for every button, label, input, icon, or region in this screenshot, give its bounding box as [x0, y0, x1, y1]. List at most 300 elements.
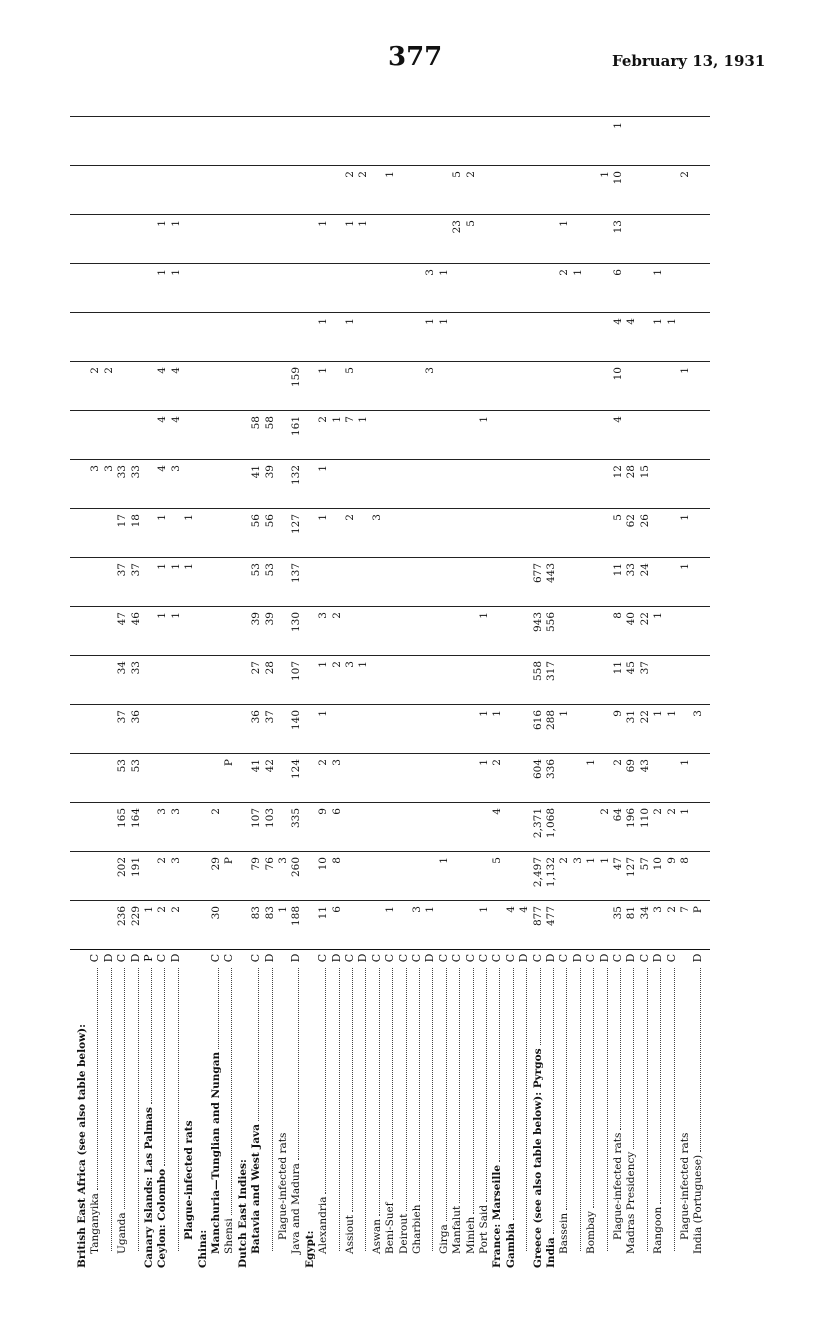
table-cell: 2 — [598, 808, 611, 815]
dot-leader — [365, 968, 366, 1251]
table-row — [518, 103, 530, 1268]
table-cell: 56 — [250, 514, 263, 528]
row-label — [304, 968, 316, 1268]
table-cell: 3 — [344, 661, 356, 668]
table-cell: 36 — [129, 710, 142, 724]
row-code: C — [410, 953, 423, 963]
row-label — [210, 968, 222, 1268]
table-cell: 2 — [156, 857, 169, 864]
row-label — [250, 968, 262, 1268]
dot-leader — [124, 968, 125, 1209]
table-cell: 1 — [169, 220, 182, 227]
row-code: D — [329, 953, 343, 963]
dot-leader — [446, 968, 447, 1221]
row-code: D — [356, 953, 370, 963]
table-row — [103, 103, 115, 1268]
table-cell: 37 — [116, 710, 129, 724]
table-cell: 3 — [330, 759, 343, 766]
table-cell: 3 — [169, 465, 182, 472]
table-row — [599, 103, 611, 1268]
table-cell: 6 — [330, 808, 343, 815]
table-cell: 83 — [250, 906, 263, 920]
table-cell: 15 — [638, 465, 651, 479]
table-cell: 53 — [129, 759, 142, 773]
table-cell: 124 — [290, 759, 303, 780]
table-cell: 34 — [638, 906, 651, 920]
dot-leader — [593, 968, 594, 1208]
row-label-text: India — [545, 1237, 557, 1268]
table-cell: 1 — [156, 563, 169, 570]
row-code: C — [450, 953, 464, 963]
table-cell: 4 — [169, 367, 182, 374]
row-code: C — [557, 953, 571, 963]
dot-leader — [258, 968, 259, 1121]
table-cell: 3 — [424, 269, 437, 276]
row-code: D — [168, 953, 182, 963]
row-code: C — [477, 953, 490, 963]
table-cell: 4 — [156, 465, 169, 472]
row-code: C — [316, 953, 330, 963]
table-cell: 7 — [679, 906, 691, 913]
row-label — [692, 968, 704, 1268]
row-label — [344, 968, 356, 1268]
table-cell: 1 — [344, 220, 356, 227]
table-cell: 188 — [290, 906, 303, 927]
row-label — [491, 968, 503, 1268]
table-cell: 42 — [263, 759, 276, 773]
table-cell: 9 — [665, 857, 678, 864]
table-cell: 3 — [424, 367, 437, 374]
table-cell: 11 — [612, 563, 624, 577]
row-label-text: Greece (see also table below): Pyrgos — [531, 1048, 544, 1268]
table-cell: 1 — [424, 318, 437, 325]
table-cell: 3 — [411, 906, 423, 913]
table-cell: 10 — [652, 857, 665, 871]
table-cell: 127 — [625, 857, 638, 878]
table-cell: 36 — [250, 710, 263, 724]
dot-leader — [178, 968, 179, 1251]
table-cell: 33 — [129, 465, 142, 479]
table-cell: 33 — [129, 661, 142, 675]
table-cell: 10 — [612, 171, 624, 185]
row-label-text: Aswan — [370, 1219, 383, 1254]
table-cell: 1 — [598, 171, 611, 178]
row-code: C — [530, 953, 544, 963]
table-row — [558, 103, 570, 1268]
table-cell: 1 — [437, 318, 450, 325]
dot-leader — [566, 968, 567, 1210]
table-cell: P — [223, 857, 236, 865]
row-code: D — [517, 953, 531, 963]
table-cell: 140 — [290, 710, 303, 731]
row-code: C — [503, 953, 517, 963]
table-cell: 69 — [625, 759, 638, 773]
row-label — [505, 968, 517, 1268]
table-row — [371, 103, 383, 1268]
table-cell: 1 — [384, 171, 397, 178]
dot-leader — [111, 968, 112, 1251]
row-label-text: Plague-infected rats — [183, 1120, 196, 1240]
table-cell: 3 — [169, 857, 182, 864]
table-cell: 2 — [665, 808, 678, 815]
dot-leader — [473, 968, 474, 1214]
row-label — [612, 968, 624, 1268]
row-label — [156, 968, 168, 1268]
table-cell: 4 — [612, 318, 624, 325]
table-cell: 336 — [545, 759, 557, 780]
table-cell: 1 — [156, 220, 169, 227]
table-row — [210, 103, 222, 1268]
table-cell: 1 — [679, 563, 691, 570]
table-cell: 1 — [478, 612, 490, 619]
table-cell: 79 — [250, 857, 263, 871]
table-cell: 103 — [263, 808, 276, 829]
table-cell: 40 — [625, 612, 638, 626]
table-cell: 37 — [638, 661, 651, 675]
table-cell: 4 — [504, 906, 517, 913]
row-code: C — [611, 953, 624, 963]
table-cell: 1 — [317, 220, 330, 227]
dot-leader — [700, 968, 701, 1152]
row-code: D — [101, 953, 115, 963]
table-cell: 2 — [102, 367, 115, 374]
table-cell: 1 — [143, 906, 155, 913]
table-cell: 1 — [384, 906, 397, 913]
table-cell: 317 — [545, 661, 557, 682]
row-label-text: Beni-Suef — [384, 1202, 397, 1254]
table-cell: 1 — [344, 318, 356, 325]
table-row — [398, 103, 410, 1268]
table-cell: 34 — [116, 661, 129, 675]
row-label — [183, 968, 195, 1268]
table-cell: 41 — [250, 465, 263, 479]
table-cell: 677 — [531, 563, 544, 584]
row-label — [679, 968, 691, 1268]
table-cell: 164 — [129, 808, 142, 829]
row-label-text: Plague-infected rats — [277, 1132, 289, 1240]
table-cell: 2,371 — [531, 808, 544, 839]
table-cell: 39 — [263, 612, 276, 626]
table-row — [491, 103, 503, 1268]
row-code: D — [544, 953, 557, 963]
table-cell: 58 — [250, 416, 263, 430]
table-cell: 1 — [437, 269, 450, 276]
table-cell: 1 — [156, 514, 169, 521]
page-number: 377 — [388, 42, 443, 72]
row-code: C — [209, 953, 222, 963]
dot-leader — [499, 968, 500, 1162]
table-cell: 1 — [317, 465, 330, 472]
table-cell: 558 — [531, 661, 544, 682]
table-row — [652, 103, 664, 1268]
table-cell: 10 — [612, 367, 624, 381]
table-cell: 2 — [344, 514, 356, 521]
table-cell: 5 — [612, 514, 624, 521]
table-row — [170, 103, 182, 1268]
table-cell: 3 — [370, 514, 383, 521]
row-code: C — [396, 953, 410, 963]
table-cell: 18 — [129, 514, 142, 528]
row-label-text: Ceylon: Colombo — [156, 1168, 169, 1268]
table-cell: 1 — [585, 759, 598, 766]
table-cell: 191 — [129, 857, 142, 878]
table-cell: 1 — [357, 416, 370, 423]
row-label-text: China: — [196, 1229, 209, 1268]
table-cell: 1 — [652, 612, 665, 619]
dot-leader — [674, 968, 675, 1251]
row-code: C — [249, 953, 263, 963]
table-cell: 161 — [290, 416, 303, 437]
table-cell: 11 — [317, 906, 330, 920]
table-cell: 53 — [263, 563, 276, 577]
table-cell: 3 — [89, 465, 102, 472]
table-cell: 2 — [665, 906, 678, 913]
table-cell: 130 — [290, 612, 303, 633]
table-cell: 2 — [679, 171, 691, 178]
table-row — [478, 103, 490, 1268]
row-code: C — [88, 953, 102, 963]
table-cell: P — [692, 906, 705, 914]
table-cell: 1 — [585, 857, 598, 864]
row-code: C — [369, 953, 383, 963]
table-cell: 943 — [531, 612, 544, 633]
table-cell: 4 — [491, 808, 504, 815]
table-cell: 2 — [89, 367, 102, 374]
row-label — [585, 968, 597, 1268]
dot-leader — [406, 968, 407, 1211]
row-label-text: Rangoon — [652, 1206, 665, 1254]
row-label-text: Girga — [437, 1224, 450, 1254]
table-row — [424, 103, 436, 1268]
row-label — [398, 968, 410, 1268]
table-row — [76, 103, 88, 1268]
table-row — [130, 103, 142, 1268]
table-cell: 2 — [169, 906, 182, 913]
table-cell: 288 — [545, 710, 557, 731]
table-cell: 27 — [250, 661, 263, 675]
row-code: D — [651, 953, 665, 963]
table-cell: 2 — [317, 759, 330, 766]
table-cell: 76 — [263, 857, 276, 871]
row-label-text: Manchuria—Tunglian and Nungan — [210, 1051, 222, 1254]
row-label — [290, 968, 302, 1268]
table-cell: 1 — [156, 269, 169, 276]
dot-leader — [459, 968, 460, 1203]
table-cell: 2,497 — [531, 857, 544, 888]
table-cell: 37 — [116, 563, 129, 577]
table-row — [451, 103, 463, 1268]
table-cell: 229 — [129, 906, 142, 927]
dot-leader — [392, 968, 393, 1199]
dot-leader — [164, 968, 165, 1166]
dot-leader — [379, 968, 380, 1216]
row-code: D — [691, 953, 705, 963]
table-row — [344, 103, 356, 1268]
table-cell: 159 — [290, 367, 303, 388]
table-cell: 1 — [679, 367, 691, 374]
table-cell: 33 — [116, 465, 129, 479]
table-row — [143, 103, 155, 1268]
row-label-text: Dutch East Indies: — [236, 1159, 249, 1268]
table-cell: 7 — [344, 416, 356, 423]
table-cell: 39 — [250, 612, 263, 626]
table-cell: 3 — [169, 808, 182, 815]
row-label — [558, 968, 570, 1268]
table-cell: 81 — [625, 906, 638, 920]
table-row — [197, 103, 209, 1268]
dot-leader — [97, 968, 98, 1190]
table-cell: 6 — [612, 269, 624, 276]
dot-leader — [151, 968, 152, 1104]
table-cell: 53 — [116, 759, 129, 773]
row-label — [465, 968, 477, 1268]
table-cell: 443 — [545, 563, 557, 584]
table-cell: 1 — [558, 220, 571, 227]
table-cell: 556 — [545, 612, 557, 633]
table-cell: 1 — [357, 220, 370, 227]
table-cell: 3 — [652, 906, 665, 913]
table-cell: 1 — [558, 710, 571, 717]
table-cell: 9 — [612, 710, 624, 717]
table-row — [89, 103, 101, 1268]
row-label-text: Shensi — [223, 1218, 236, 1254]
table-cell: 17 — [116, 514, 129, 528]
dot-leader — [540, 968, 541, 1045]
table-cell: 2 — [317, 416, 330, 423]
dot-leader — [513, 968, 514, 1220]
dot-leader — [339, 968, 340, 1251]
dot-leader — [486, 968, 487, 1202]
dot-leader — [218, 968, 219, 1049]
table-cell: 2 — [210, 808, 222, 815]
table-cell: 1 — [652, 710, 665, 717]
table-cell: 22 — [638, 710, 651, 724]
table-cell: 1 — [330, 416, 343, 423]
table-cell: 64 — [612, 808, 624, 822]
table-cell: 1 — [317, 710, 330, 717]
table-cell: 13 — [612, 220, 624, 234]
table-row — [692, 103, 704, 1268]
row-code: C — [490, 953, 504, 963]
row-code: D — [570, 953, 584, 963]
table-row — [639, 103, 651, 1268]
row-label-text: Tanganyika — [89, 1193, 102, 1254]
row-label-text: Gambia — [504, 1222, 517, 1268]
row-label-text: Canary Islands: Las Palmas — [143, 1107, 155, 1268]
table-cell: 4 — [518, 906, 531, 913]
table-row — [264, 103, 276, 1268]
row-code: C — [343, 953, 356, 963]
table-row — [612, 103, 624, 1268]
table-cell: 110 — [638, 808, 651, 829]
table-row — [666, 103, 678, 1268]
table-cell: 202 — [116, 857, 129, 878]
table-cell: 1 — [317, 318, 330, 325]
table-cell: 132 — [290, 465, 303, 486]
table-cell: 4 — [156, 416, 169, 423]
row-label — [76, 968, 88, 1268]
table-row — [438, 103, 450, 1268]
table-cell: 30 — [210, 906, 222, 920]
row-label-text: Alexandria — [317, 1196, 330, 1254]
table-cell: 1 — [598, 857, 611, 864]
table-cell: 2 — [357, 171, 370, 178]
row-label — [438, 968, 450, 1268]
table-cell: 56 — [263, 514, 276, 528]
table-cell: 107 — [250, 808, 263, 829]
row-label-text: Manfalut — [451, 1205, 464, 1254]
table-cell: 1 — [478, 906, 490, 913]
row-code: C — [637, 953, 651, 963]
table-row — [532, 103, 544, 1268]
table-cell: 2 — [330, 612, 343, 619]
row-code: C — [383, 953, 397, 963]
table-cell: 1,132 — [545, 857, 557, 888]
table-row — [357, 103, 369, 1268]
table-cell: 41 — [250, 759, 263, 773]
table-cell: 4 — [625, 318, 638, 325]
table-cell: 37 — [263, 710, 276, 724]
table-cell: 2 — [652, 808, 665, 815]
table-cell: 62 — [625, 514, 638, 528]
table-row — [679, 103, 691, 1268]
row-label-text: Plague-infected rats — [612, 1132, 624, 1240]
table-cell: 1 — [317, 661, 330, 668]
table-cell: 83 — [263, 906, 276, 920]
table-cell: 3 — [102, 465, 115, 472]
table-cell: P — [223, 759, 236, 767]
table-cell: 107 — [290, 661, 303, 682]
row-code: D — [597, 953, 611, 963]
table-cell: 1 — [478, 759, 490, 766]
table-cell: 1 — [183, 514, 196, 521]
row-label — [411, 968, 423, 1268]
row-label — [116, 968, 128, 1268]
table-row — [290, 103, 302, 1268]
table-cell: 39 — [263, 465, 276, 479]
table-cell: 43 — [638, 759, 651, 773]
table-cell: 1 — [169, 563, 182, 570]
row-label — [532, 968, 544, 1268]
dot-leader — [580, 968, 581, 1251]
dot-leader — [633, 968, 634, 1149]
table-cell: 260 — [290, 857, 303, 878]
table-cell: 196 — [625, 808, 638, 829]
table-cell: 5 — [344, 367, 356, 374]
dot-leader — [553, 968, 554, 1234]
table-row — [250, 103, 262, 1268]
table-cell: 57 — [638, 857, 651, 871]
table-cell: 4 — [169, 416, 182, 423]
table-cell: 1 — [156, 612, 169, 619]
row-code: D — [624, 953, 638, 963]
table-cell: 1 — [437, 857, 450, 864]
table-cell: 1 — [478, 416, 490, 423]
dot-leader — [325, 968, 326, 1194]
row-label — [384, 968, 396, 1268]
table-cell: 604 — [531, 759, 544, 780]
table-cell: 335 — [290, 808, 303, 829]
table-cell: 1 — [679, 514, 691, 521]
dot-leader — [231, 968, 232, 1215]
table-cell: 8 — [679, 857, 691, 864]
table-cell: 1 — [679, 759, 691, 766]
table-cell: 137 — [290, 563, 303, 584]
table-cell: 2 — [330, 661, 343, 668]
table-cell: 1 — [277, 906, 289, 913]
row-label — [223, 968, 235, 1268]
table-row — [625, 103, 637, 1268]
